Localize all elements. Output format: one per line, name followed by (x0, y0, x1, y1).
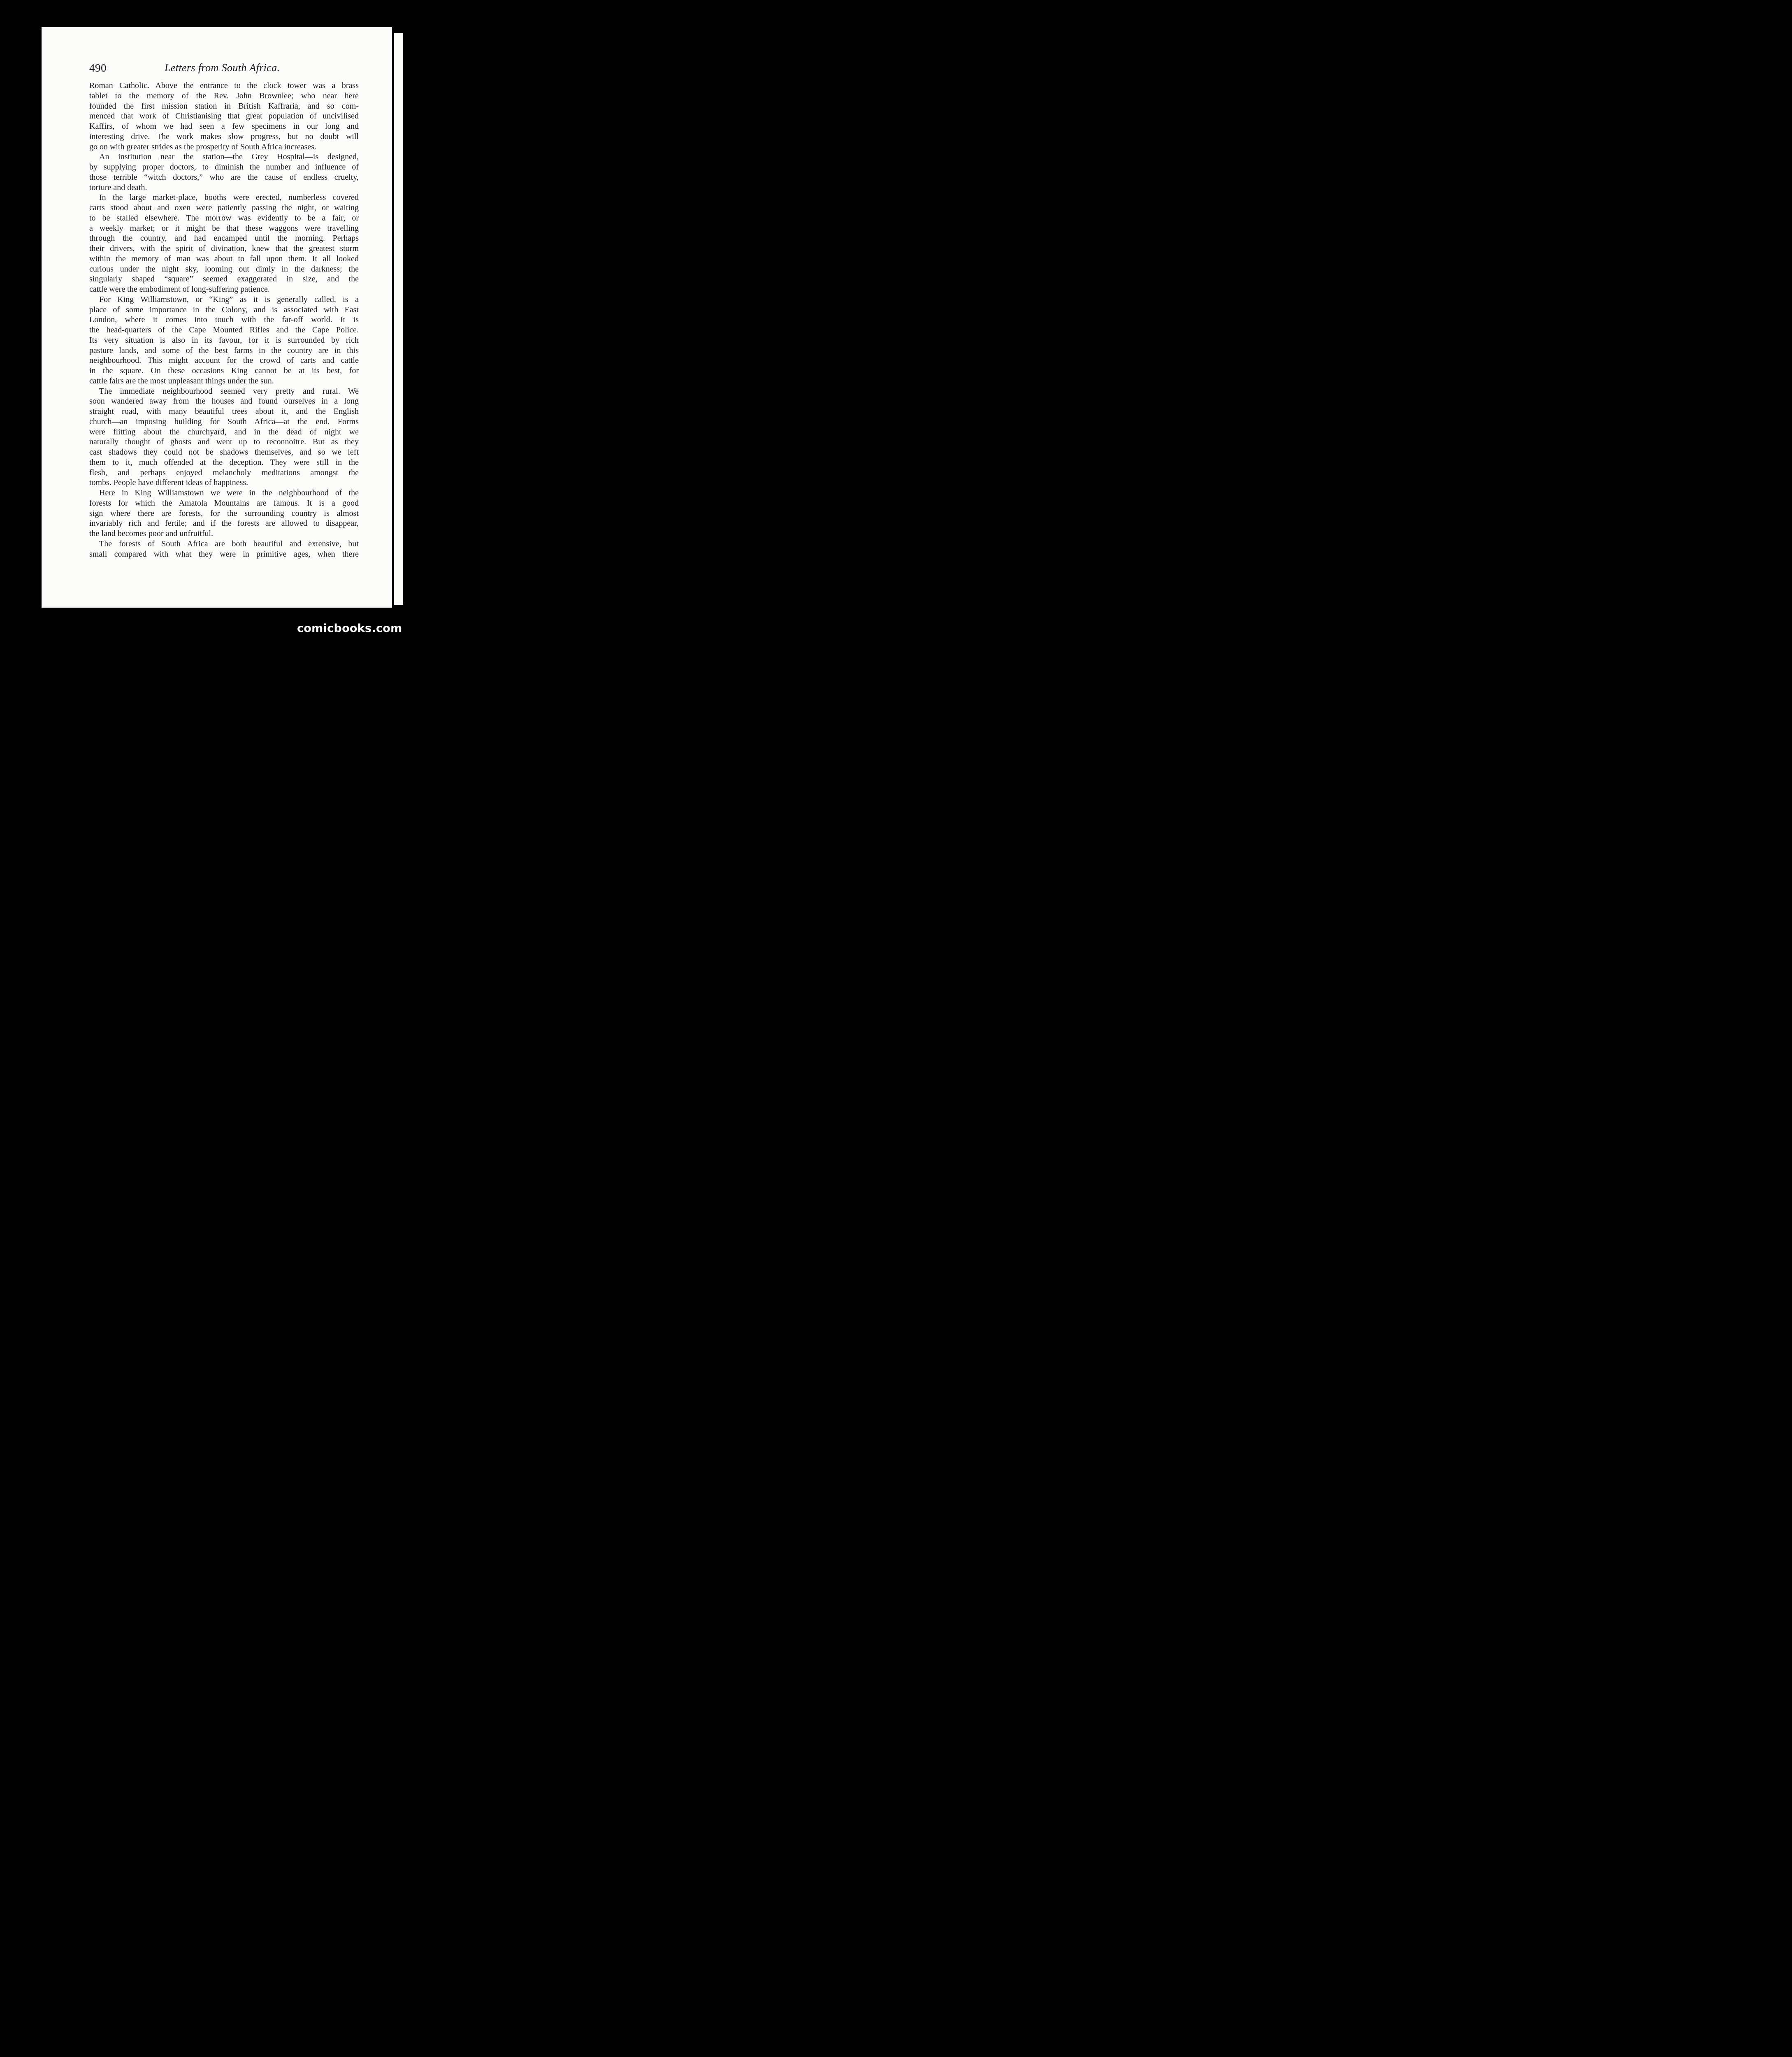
text-line: go on with greater strides as the prosperity of South Africa increases. (89, 142, 317, 151)
running-head (89, 62, 359, 77)
text-line: London, where it comes into touch with the far-off world. It is (89, 315, 359, 325)
text-line: invariably rich and fertile; and if the forests are allowed to disappear, (89, 519, 359, 528)
text-line: Kaffirs, of whom we had seen a few specimens in our long and (89, 122, 359, 131)
text-line: For King Williamstown, or “King” as it is generally called, is a (99, 295, 359, 304)
text-line: in the square. On these occasions King cannot be at its best, for (89, 366, 359, 375)
text-line: sign where there are forests, for the surrounding country is almost (89, 508, 359, 518)
next-page-edge (394, 33, 403, 605)
text-line: An institution near the station—the Grey Hospital—is designed, (99, 152, 359, 162)
text-line: curious under the night sky, looming out dimly in the darkness; the (89, 264, 359, 274)
text-line: In the large market-place, booths were erected, numberless covered (99, 193, 359, 202)
text-line: the head-quarters of the Cape Mounted Rifles and the Cape Police. (89, 325, 359, 334)
text-line: church—an imposing building for South Africa—at the end. Forms (89, 417, 359, 426)
text-line: those terrible “witch doctors,” who are the cause of endless cruelty, (89, 172, 359, 182)
text-line: pasture lands, and some of the best farms in the country are in this (89, 346, 359, 355)
text-line: cattle fairs are the most unpleasant things under the sun. (89, 376, 274, 385)
text-line: their drivers, with the spirit of divination, knew that the greatest storm (89, 244, 359, 253)
text-line: them to it, much offended at the deception. They were still in the (89, 457, 359, 467)
text-line: Its very situation is also in its favour, for it is surrounded by rich (89, 335, 359, 345)
text-line: flesh, and perhaps enjoyed melancholy meditations amongst the (89, 468, 359, 477)
text-line: The forests of South Africa are both beautiful and extensive, but (99, 539, 359, 548)
text-line: were flitting about the churchyard, and in the dead of night we (89, 427, 359, 436)
text-line: within the memory of man was about to fall upon them. It all looked (89, 254, 359, 263)
text-line: to be stalled elsewhere. The morrow was evidently to be a fair, or (89, 213, 359, 223)
text-line: menced that work of Christianising that great population of uncivilised (89, 111, 359, 121)
text-line: forests for which the Amatola Mountains are famous. It is a good (89, 498, 359, 508)
text-line: cattle were the embodiment of long-suffering patience. (89, 285, 270, 294)
body-text (89, 81, 359, 559)
text-line: singularly shaped “square” seemed exaggerated in size, and the (89, 274, 359, 284)
text-line: carts stood about and oxen were patiently passing the night, or waiting (89, 203, 359, 212)
text-line: small compared with what they were in primitive ages, when there (89, 549, 359, 559)
text-line: tablet to the memory of the Rev. John Brownlee; who near here (89, 91, 359, 100)
text-line: torture and death. (89, 183, 147, 192)
text-line: The immediate neighbourhood seemed very pretty and rural. We (99, 386, 359, 396)
text-line: straight road, with many beautiful trees about it, and the English (89, 407, 359, 416)
text-line: tombs. People have different ideas of happiness. (89, 478, 248, 488)
text-line: soon wandered away from the houses and found ourselves in a long (89, 397, 359, 406)
watermark: comicbooks.com (297, 622, 402, 635)
page-number: 490 (89, 62, 107, 74)
text-line: by supplying proper doctors, to diminish the number and influence of (89, 163, 359, 172)
text-line: place of some importance in the Colony, and is associated with East (89, 305, 359, 314)
text-line: Roman Catholic. Above the entrance to the clock tower was a brass (89, 81, 359, 90)
text-line: through the country, and had encamped until the morning. Perhaps (89, 234, 359, 243)
text-line: interesting drive. The work makes slow progress, but no doubt will (89, 132, 359, 141)
text-line: the land becomes poor and unfruitful. (89, 529, 214, 538)
text-line: naturally thought of ghosts and went up to reconnoitre. But as they (89, 437, 359, 447)
running-title: Letters from South Africa. (165, 62, 280, 74)
text-line: cast shadows they could not be shadows themselves, and so we left (89, 448, 359, 457)
text-line: a weekly market; or it might be that these waggons were travelling (89, 223, 359, 233)
text-line: neighbourhood. This might account for the crowd of carts and cattle (89, 356, 359, 365)
text-line: founded the first mission station in British Kaffraria, and so com- (89, 101, 359, 111)
text-line: Here in King Williamstown we were in the neighbourhood of the (99, 488, 359, 497)
